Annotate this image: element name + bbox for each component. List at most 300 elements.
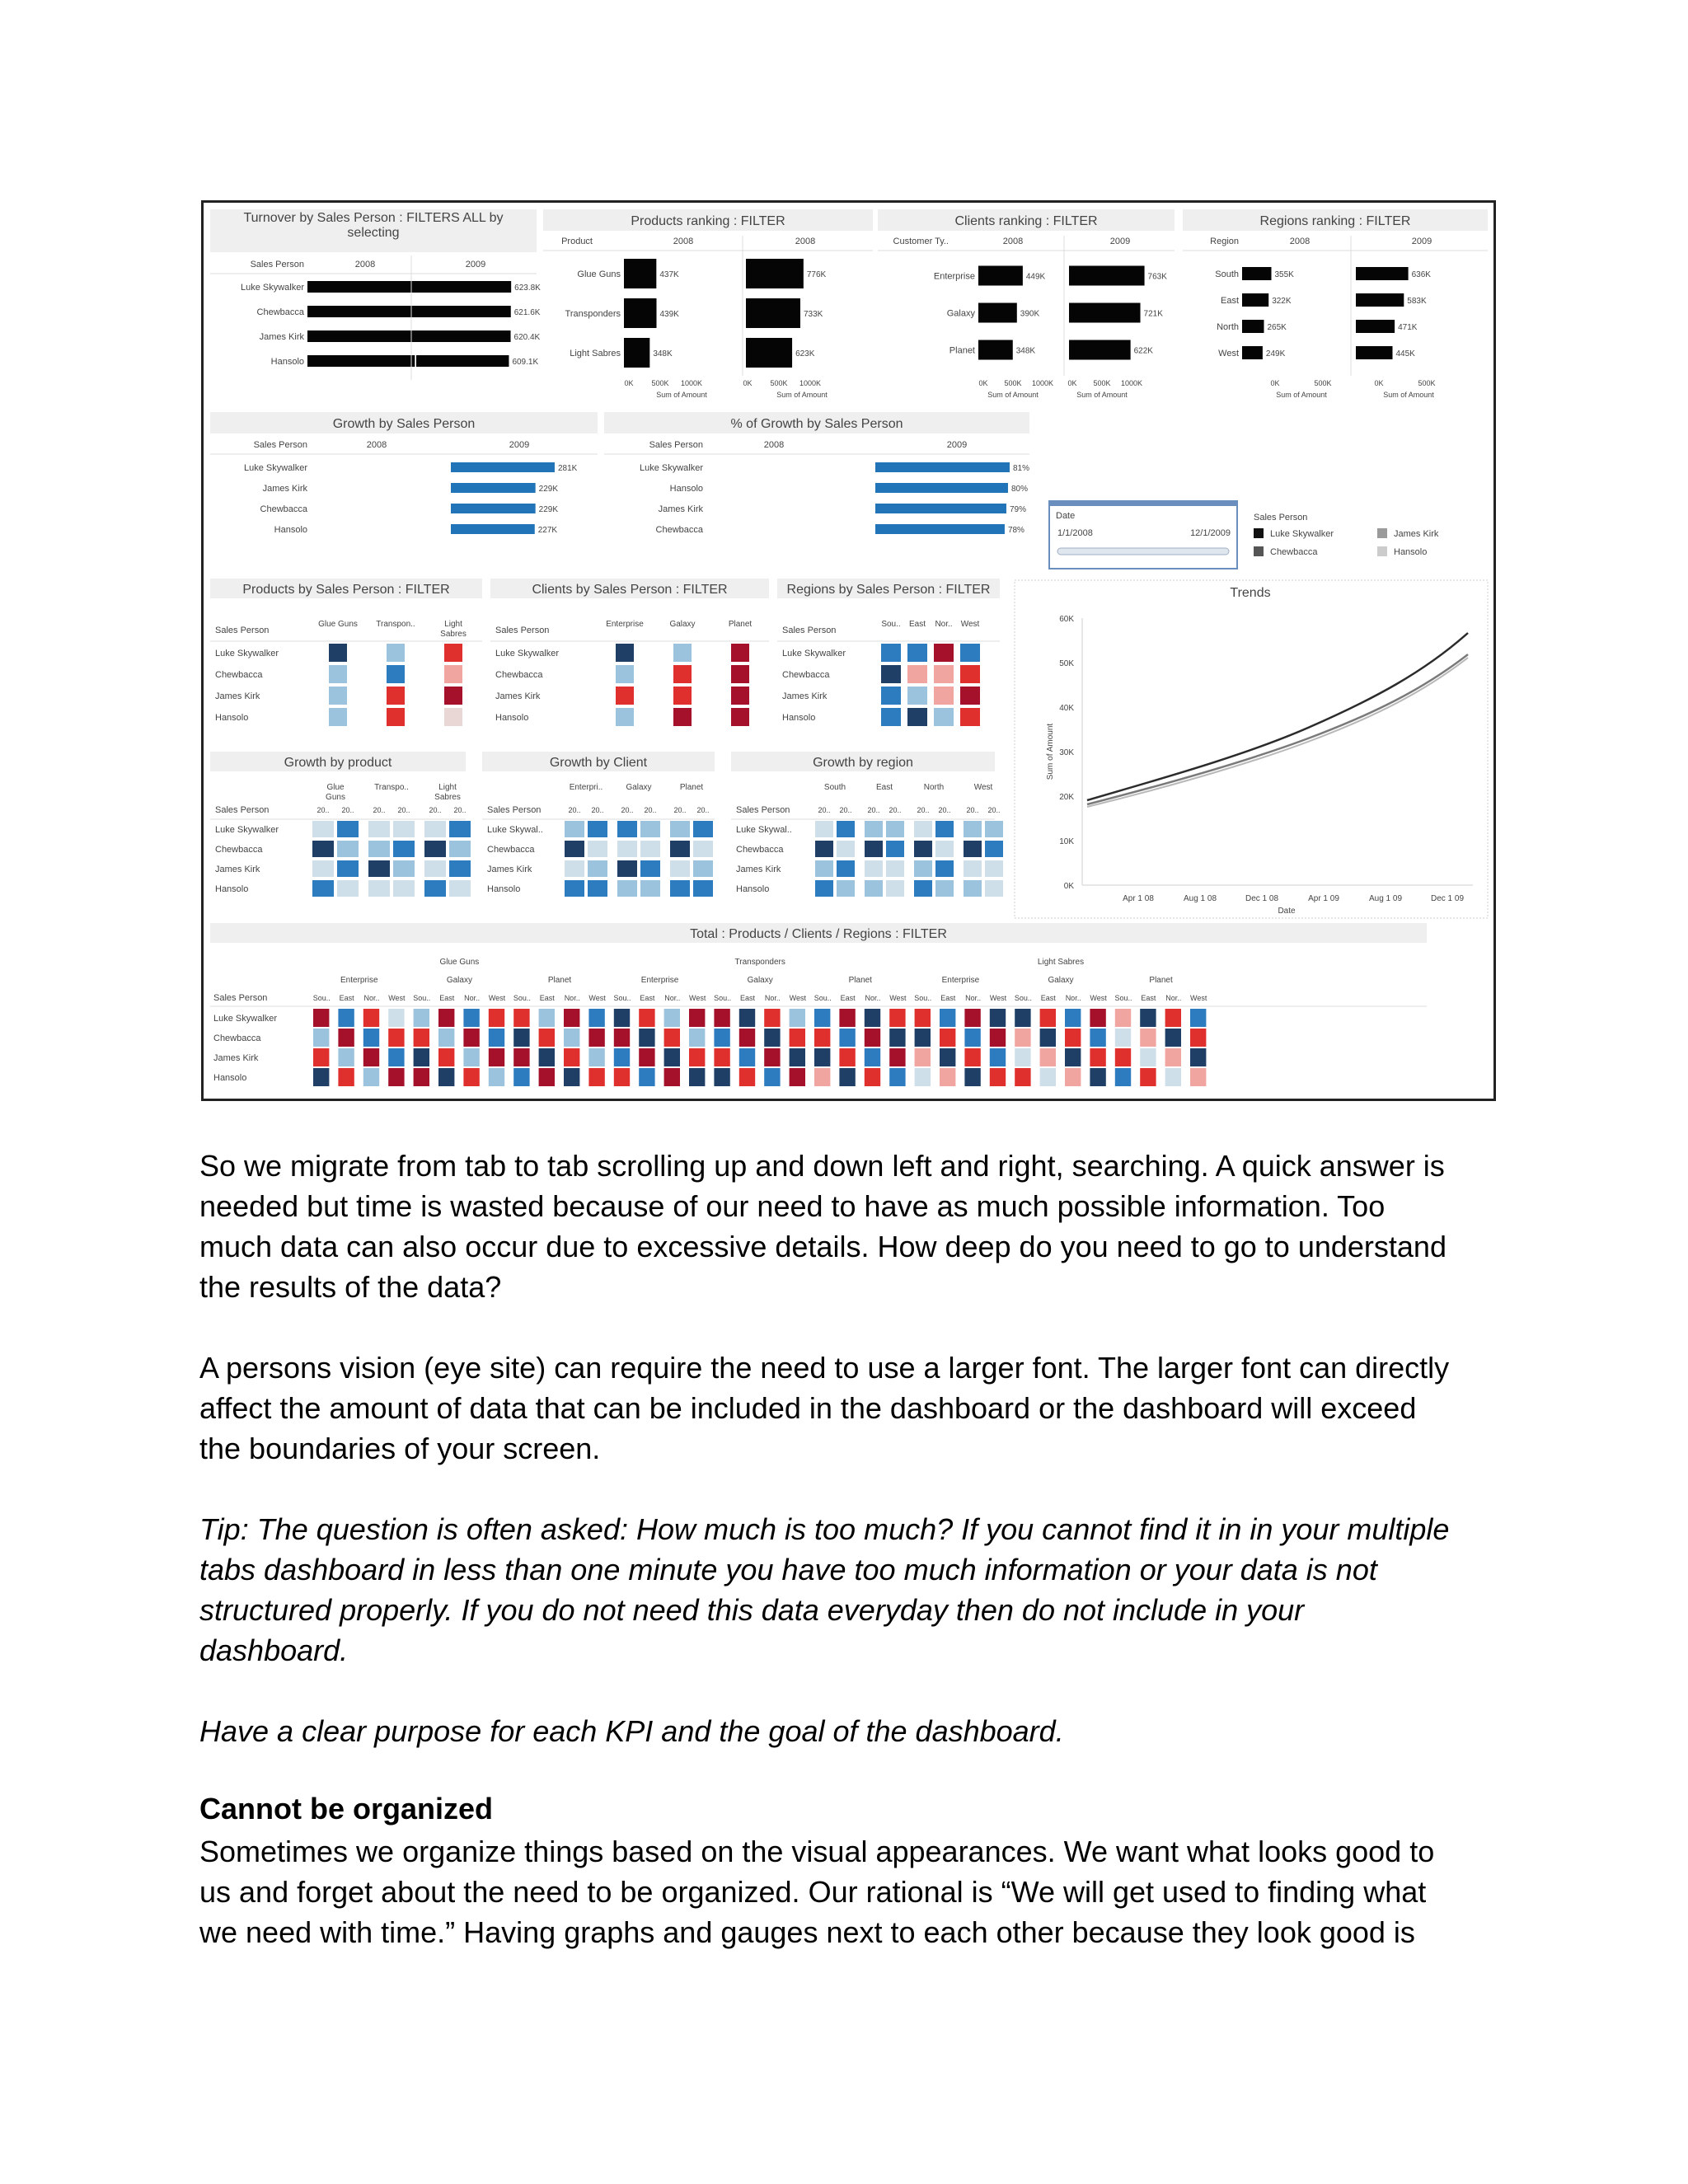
turnover-row-label: James Kirk [259,332,304,342]
cr-axis-title: Sum of Amount [1076,391,1128,399]
regions-by-sp-row-label: Hansolo [782,713,816,723]
total-cell [363,1068,379,1086]
total-cell [839,1029,855,1047]
cr-bar-b [1069,266,1145,286]
turnover-col-header: Sales Person [250,260,304,269]
total-region-label: West [1090,994,1107,1002]
growth-product-year-label: 20.. [453,806,467,814]
total-cell [639,1009,654,1027]
total-region-label: Nor.. [464,994,481,1002]
total-region-label: West [789,994,806,1002]
growth-region-year-label: 20.. [867,806,880,814]
total-cell [915,1029,931,1047]
growth-region-year-label: 20.. [839,806,852,814]
total-cell [889,1009,905,1027]
total-cell [814,1048,830,1066]
growth-sp-bar [451,524,535,534]
total-cell [313,1048,329,1066]
growth-region-cell [886,841,904,857]
growth-region-cell [914,841,932,857]
total-cell [790,1048,805,1066]
growth-region-year-label: 20.. [966,806,979,814]
growth-client-cell [617,841,637,857]
total-cell [564,1068,579,1086]
total-cell [814,1068,830,1086]
legend-swatch [1254,528,1264,538]
total-cell [338,1009,354,1027]
growth-region-cell [985,821,1003,837]
products-by-sp-row-label: Chewbacca [215,670,263,680]
growth-region-cell [914,880,932,897]
pr-row-label: Transponders [565,309,621,319]
rr-axis-tick: 0K [1374,379,1384,387]
total-client-label: Planet [547,976,572,985]
total-cell [1115,1029,1131,1047]
total-cell [814,1009,830,1027]
growth-client-cell [565,860,584,877]
clients-by-sp-cell [616,644,634,662]
rr-label-b: 445K [1395,349,1415,359]
total-cell [1015,1068,1030,1086]
legend-swatch [1254,546,1264,556]
total-row-label: James Kirk [213,1053,259,1063]
growth-client-cell [670,841,690,857]
growth-product-cell [368,821,390,837]
p5-line: we need with time.” Having graphs and gauges next to each other because they look good is [199,1915,1415,1949]
growth-product-cell [424,821,446,837]
growth-client-cell [588,880,607,897]
growth-region-cell [865,821,883,837]
products-by-sp-col-label: Transpon.. [376,620,415,629]
growth-client-cell [565,821,584,837]
total-region-label: Nor.. [764,994,781,1002]
growth-product-year-label: 20.. [429,806,442,814]
cr-label-b: 721K [1143,309,1163,319]
total-region-label: Nor.. [564,994,580,1002]
total-cell [489,1068,504,1086]
total-client-label: Enterprise [640,976,679,985]
section-heading: Cannot be organized [199,1792,494,1825]
clients-by-sp-cell [616,665,634,683]
pr-label-a: 437K [659,270,679,279]
total-cell [664,1068,680,1086]
growth-product-cell [449,841,471,857]
clients-by-sp-cell [731,665,749,683]
growth-product-cell [337,841,359,857]
growth-client-cell [588,841,607,857]
trends-y-tick: 10K [1059,837,1074,846]
total-cell [414,1048,429,1066]
total-cell [964,1009,980,1027]
growth-product-year-label: 20.. [316,806,330,814]
clients-by-sp-row-label: Hansolo [495,713,529,723]
total-cell [1040,1029,1056,1047]
total-cell [1090,1048,1105,1066]
clients-by-sp-col-header: Sales Person [495,626,550,635]
pct-growth-year: 2009 [946,440,968,450]
total-product-label: Glue Guns [439,958,480,967]
cr-col-header: Customer Ty.. [893,237,949,246]
growth-region-cell [964,880,982,897]
trends-x-title: Date [1278,907,1296,916]
growth-region-title: Growth by region [813,756,913,770]
total-region-label: West [388,994,406,1002]
total-cell [1165,1009,1181,1027]
trends-y-tick: 20K [1059,793,1074,802]
turnover-bar-2009 [416,355,509,367]
clients-by-sp-cell [616,708,634,726]
total-cell [714,1048,729,1066]
products-by-sp-cell [387,687,405,705]
total-product-label: Transponders [734,958,785,967]
cr-bar-b [1069,303,1141,323]
total-cell [614,1048,630,1066]
total-row-label: Chewbacca [213,1033,261,1043]
clients-by-sp-cell [673,687,692,705]
total-region-label: East [1040,994,1056,1002]
growth-client-cell [588,860,607,877]
pct-growth-row-label: Luke Skywalker [639,463,703,473]
total-cell [1065,1029,1081,1047]
total-cell [1015,1029,1030,1047]
clients-by-sp-cell [616,687,634,705]
total-cell [689,1048,705,1066]
products-by-sp-cell [329,665,347,683]
growth-region-cell [837,880,855,897]
total-cell [539,1068,555,1086]
total-client-label: Galaxy [747,976,773,985]
products-by-sp-cell [387,665,405,683]
rr-year: 2009 [1411,237,1432,246]
total-region-label: East [439,994,455,1002]
total-region-label: Sou.. [914,994,932,1002]
growth-product-cell [337,821,359,837]
growth-product-cell [337,880,359,897]
trends-line-james [1087,654,1468,804]
total-cell [739,1009,755,1027]
growth-region-cell [914,860,932,877]
total-cell [964,1048,980,1066]
growth-product-row-label: Chewbacca [215,845,263,855]
date-slider-track [1057,548,1229,555]
clients-by-sp-cell [731,708,749,726]
rr-bar-b [1356,267,1409,280]
total-cell [1065,1048,1081,1066]
cr-year: 2008 [1002,237,1024,246]
growth-client-year-label: 20.. [568,806,581,814]
growth-client-row-label: Hansolo [487,884,521,894]
total-cell [513,1068,529,1086]
growth-product-cell [424,860,446,877]
regions-by-sp-cell [960,687,980,705]
growth-region-year-label: 20.. [917,806,930,814]
cr-bar-a [978,266,1023,286]
turnover-row-label: Luke Skywalker [240,283,304,293]
rr-label-a: 265K [1267,323,1287,332]
turnover-year: 2008 [354,260,376,269]
regions-by-sp-cell [960,665,980,683]
regions-by-sp-row-label: James Kirk [782,691,828,701]
growth-region-cell [935,821,954,837]
growth-client-row-label: James Kirk [487,865,532,874]
pr-axis-tick: 0K [624,379,634,387]
growth-region-cell [935,841,954,857]
growth-client-row-label: Luke Skywal.. [487,825,543,835]
total-region-label: Sou.. [1114,994,1132,1002]
total-cell [664,1048,680,1066]
growth-product-group-label: Transpo.. [374,783,409,792]
total-client-label: Galaxy [446,976,472,985]
total-cell [739,1029,755,1047]
regions-by-sp-col-label: Sou.. [881,620,901,629]
rr-axis-title: Sum of Amount [1276,391,1327,399]
total-cell [414,1068,429,1086]
total-cell [414,1029,429,1047]
rr-year: 2008 [1289,237,1311,246]
rr-label-a: 322K [1272,297,1292,306]
growth-region-cell [985,880,1003,897]
growth-sp-row-label: Luke Skywalker [243,463,307,473]
pct-growth-year: 2008 [763,440,785,450]
clients-by-sp-col-label: Planet [728,620,753,629]
cr-label-b: 622K [1133,346,1153,356]
products-by-sp-cell [444,644,462,662]
clients-by-sp-col-label: Galaxy [669,620,696,629]
total-cell [463,1009,479,1027]
total-cell [564,1048,579,1066]
pr-bar-b [746,298,800,328]
total-cell [714,1009,729,1027]
growth-region-cell [985,841,1003,857]
regions-by-sp-cell [881,644,901,662]
kpi-paragraph [199,1711,1502,1751]
growth-client-cell [670,821,690,837]
pr-bar-a [624,259,656,288]
total-cell [714,1068,729,1086]
growth-product-cell [368,841,390,857]
turnover-bar-2008 [307,330,419,342]
growth-client-cell [617,880,637,897]
growth-client-col-header: Sales Person [487,805,542,815]
rr-axis-title: Sum of Amount [1383,391,1434,399]
growth-client-cell [565,841,584,857]
total-cell [614,1009,630,1027]
total-cell [313,1029,329,1047]
total-cell [739,1048,755,1066]
growth-product-cell [424,841,446,857]
pct-growth-row-label: Chewbacca [655,525,703,535]
regions-by-sp-cell [934,708,954,726]
total-region-label: Nor.. [363,994,380,1002]
growth-region-cell [886,880,904,897]
cr-axis-tick: 0K [978,379,988,387]
growth-region-cell [865,841,883,857]
growth-product-cell [393,860,415,877]
total-cell [990,1029,1006,1047]
clients-by-sp-title: Clients by Sales Person : FILTER [532,583,728,597]
pr-label-a: 439K [659,310,679,319]
total-region-label: East [1141,994,1156,1002]
rr-axis-tick: 500K [1314,379,1332,387]
growth-region-row-label: James Kirk [736,865,781,874]
pr-axis-title: Sum of Amount [776,391,828,399]
total-cell [689,1068,705,1086]
total-cell [513,1048,529,1066]
regions-by-sp-col-label: West [960,620,980,629]
growth-sp-row-label: Hansolo [274,525,307,535]
clients-by-sp-row-label: James Kirk [495,691,541,701]
growth-client-cell [693,841,713,857]
rr-label-b: 636K [1411,270,1431,279]
growth-sp-title: Growth by Sales Person [332,417,476,431]
growth-product-year-label: 20.. [341,806,354,814]
products-by-sp-row-label: Hansolo [215,713,249,723]
regions-by-sp-cell [907,644,927,662]
p3-line: dashboard. [199,1633,349,1667]
pr-year: 2008 [673,237,694,246]
total-cell [463,1029,479,1047]
total-cell [664,1029,680,1047]
total-region-label: Sou.. [413,994,431,1002]
total-cell [338,1048,354,1066]
total-region-label: Nor.. [1165,994,1182,1002]
growth-product-group-label: Guns [326,793,345,802]
growth-product-title: Growth by product [284,756,392,770]
growth-client-cell [693,821,713,837]
growth-client-group-label: Enterpri.. [569,783,603,792]
regions-by-sp-cell [934,644,954,662]
total-cell [588,1009,604,1027]
growth-region-cell [935,880,954,897]
date-filter-label: Date [1056,511,1076,521]
total-cell [639,1029,654,1047]
dashboard-screenshot [201,200,1496,1101]
turnover-row-label: Chewbacca [256,307,304,317]
growth-region-cell [964,860,982,877]
pr-axis-tick: 500K [770,379,788,387]
growth-product-group-label: Glue [326,783,345,792]
trends-x-tick: Aug 1 09 [1368,894,1403,903]
rr-row-label: West [1218,349,1239,359]
total-cell [865,1009,880,1027]
pct-growth-bar-label: 78% [1007,526,1025,535]
rr-label-b: 471K [1398,323,1418,332]
rr-axis-tick: 500K [1418,379,1436,387]
growth-client-cell [617,860,637,877]
total-cell [1165,1048,1181,1066]
pr-col-header: Product [561,237,593,246]
clients-by-sp-row-label: Luke Skywalker [495,649,560,658]
total-cell [438,1068,454,1086]
rr-col-header: Region [1210,237,1239,246]
total-cell [1190,1029,1206,1047]
rr-bar-b [1356,346,1393,359]
regions-by-sp-col-header: Sales Person [782,626,837,635]
turnover-bar-2008 [307,281,430,293]
total-cell [1015,1009,1030,1027]
p5-line: Sometimes we organize things based on the visual appearances. We want what looks good to [199,1835,1435,1868]
total-cell [338,1068,354,1086]
regions-by-sp-cell [934,687,954,705]
clients-by-sp-col-label: Enterprise [606,620,644,629]
total-region-label: Nor.. [865,994,881,1002]
p3-line: Tip: The question is often asked: How much is too much? If you cannot find it in in your multiple [199,1512,1450,1546]
clients-by-sp-cell [731,687,749,705]
total-region-label: Sou.. [814,994,832,1002]
rr-bar-b [1356,320,1395,333]
rr-bar-a [1242,320,1264,333]
total-cell [363,1029,379,1047]
growth-product-cell [368,860,390,877]
growth-region-cell [815,841,833,857]
growth-region-cell [837,860,855,877]
turnover-row-label: Hansolo [270,357,304,367]
growth-region-group-label: North [923,783,945,792]
products-by-sp-cell [444,687,462,705]
turnover-title: selecting [347,226,400,240]
rr-label-a: 249K [1265,349,1286,359]
total-product-label: Light Sabres [1037,958,1085,967]
growth-client-title: Growth by Client [549,756,648,770]
growth-product-cell [449,860,471,877]
cr-axis-tick: 500K [1004,379,1022,387]
growth-client-year-label: 20.. [621,806,634,814]
pr-axis-tick: 1000K [680,379,703,387]
total-cell [539,1048,555,1066]
total-region-label: West [588,994,606,1002]
cr-label-b: 763K [1147,272,1167,282]
products-by-sp-title: Products by Sales Person : FILTER [242,583,450,597]
total-cell [814,1029,830,1047]
pct-growth-col-header: Sales Person [649,440,703,450]
total-cell [964,1029,980,1047]
growth-region-col-header: Sales Person [736,805,790,815]
pr-label-b: 623K [795,349,815,359]
total-cell [764,1029,780,1047]
growth-client-cell [617,821,637,837]
pr-label-b: 733K [803,310,823,319]
p3-line: structured properly. If you do not need this data everyday then do not include in your [199,1593,1305,1627]
total-cell [1115,1009,1131,1027]
legend-item: James Kirk [1394,529,1439,539]
growth-client-cell [693,880,713,897]
cr-axis-tick: 1000K [1031,379,1054,387]
growth-product-cell [393,880,415,897]
legend-swatch [1377,528,1387,538]
total-client-label: Enterprise [340,976,378,985]
cr-bar-a [978,303,1017,323]
total-cell [388,1009,404,1027]
regions-by-sp-col-label: Nor.. [935,620,953,629]
pr-row-label: Light Sabres [570,349,621,359]
total-cell [1165,1029,1181,1047]
products-by-sp-cell [444,708,462,726]
growth-product-year-label: 20.. [397,806,410,814]
total-cell [739,1068,755,1086]
pr-axis-title: Sum of Amount [656,391,707,399]
growth-product-cell [449,821,471,837]
growth-region-year-label: 20.. [889,806,902,814]
growth-client-cell [565,880,584,897]
total-cell [539,1009,555,1027]
trends-y-tick: 40K [1059,704,1074,713]
total-cell [388,1048,404,1066]
total-cell [363,1009,379,1027]
pr-bar-b [746,259,804,288]
p2-line: the boundaries of your screen. [199,1432,601,1465]
total-cell [915,1048,931,1066]
total-cell [1090,1068,1105,1086]
